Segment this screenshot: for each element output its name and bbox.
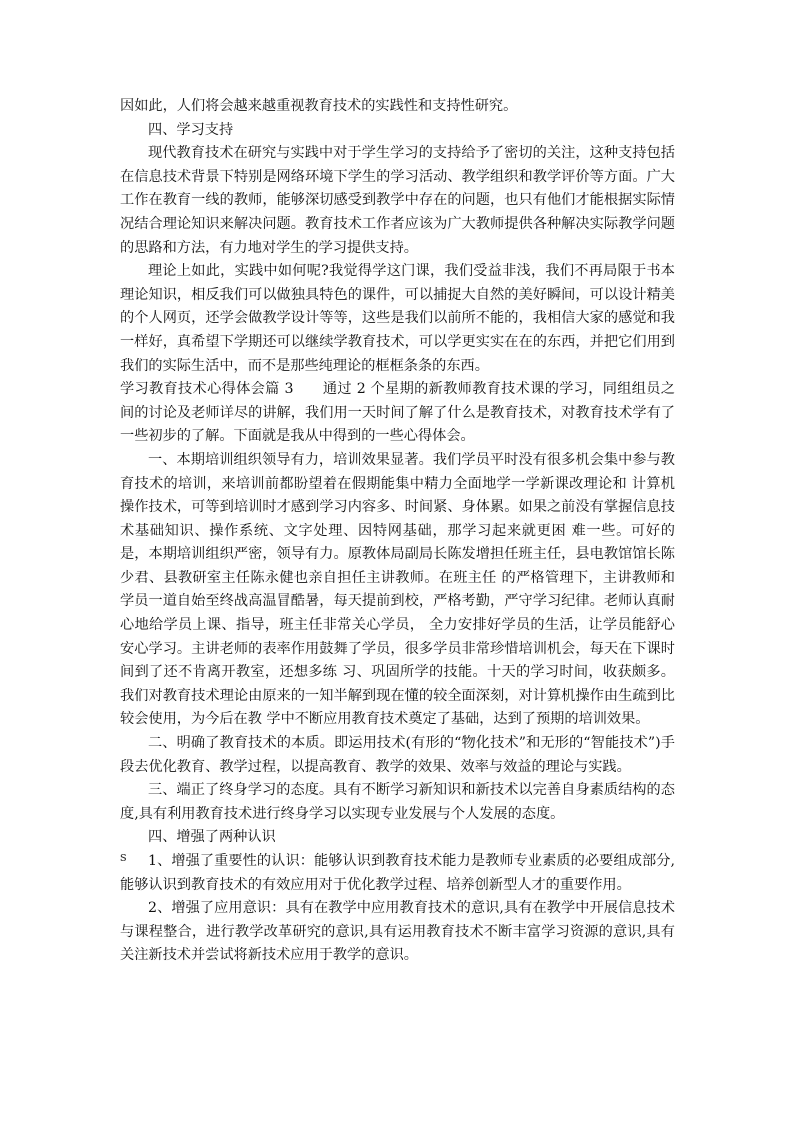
paragraph-6: 一、本期培训组织领导有力，培训效果显著。我们学员平时没有很多机会集中参与教育技术的培训，来培训前都盼望着在假期能集中精力全面地学一学新课改理论和 计算机操作技术，可等到培训时才感到学习内容多、时间紧、身体累。如果之前没有掌握信息技术基础知识、操作系统、文字处理、因特网基础，那学习起来就更困 难一些。可好的是，本期培训组织严密，领导有力。原教体局副局长陈发增担任班主任，县电教馆馆长陈少君、县教研室主任陈永健也亲自担任主讲教师。在班主任 的严格管理下，主讲教师和学员一道自始至终战高温冒酷暑，每天提前到校，严格考勤，严守学习纪律。老师认真耐心地给学员上课、指导，班主任非常关心学员， 全力安排好学员的生活，让学员能舒心安心学习。主讲老师的表率作用鼓舞了学员，很多学员非常珍惜培训机会，每天在下课时间到了还不肯离开教室，还想多练 习、巩固所学的技能。十天的学习时间，收获颇多。我们对教育技术理论由原来的一知半解到现在懂的较全面深刻，对计算机操作由生疏到比较会使用，为今后在教 学中不断应用教育技术奠定了基础，达到了预期的培训效果。 [120, 451, 675, 728]
footer-mark: s [120, 850, 127, 865]
paragraph-10: 1、增强了重要性的认识：能够认识到教育技术能力是教师专业素质的必要组成部分,能够认识到教育技术的有效应用对于优化教学过程、培养创新型人才的重要作用。 [120, 853, 675, 893]
paragraph-1: 因如此，人们将会越来越重视教育技术的实践性和支持性研究。 [120, 98, 518, 114]
paragraph-11: 2、增强了应用意识：具有在教学中应用教育技术的意识,具有在教学中开展信息技术与课程整合，进行教学改革研究的意识,具有运用教育技术不断丰富学习资源的意识,具有关注新技术并尝试将新技术应用于教学的意识。 [120, 900, 675, 964]
paragraph-4: 理论上如此，实践中如何呢?我觉得学这门课，我们受益非浅，我们不再局限于书本理论知识，相反我们可以做独具特色的课件，可以捕捉大自然的美好瞬间，可以设计精美的个人网页，还学会做教学设计等等，这些是我们以前所不能的，我相信大家的感觉和我一样好，真希望下学期还可以继续学教育技术，可以学更实实在在的东西，并把它们用到我们的实际生活中，而不是那些纯理论的框框条条的东西。 [120, 263, 675, 374]
heading-two-awareness: 四、增强了两种认识 [148, 829, 276, 846]
paragraph-8: 三、端正了终身学习的态度。具有不断学习新知识和新技术以完善自身素质结构的态度,具有利用教育技术进行终身学习以实现专业发展与个人发展的态度。 [120, 782, 675, 822]
paragraph-7: 二、明确了教育技术的本质。即运用技术(有形的“物化技术”和无形的“智能技术”)手段去优化教育、教学过程，以提高教育、教学的效果、效率与效益的理论与实践。 [120, 735, 675, 775]
document-body [120, 95, 675, 968]
paragraph-3: 现代教育技术在研究与实践中对于学生学习的支持给予了密切的关注，这种支持包括在信息技术背景下特别是网络环境下学生的学习活动、教学组织和教学评价等方面。广大工作在教育一线的教师，能够深切感受到教学中存在的问题，也只有他们才能根据实际情况结合理论知识来解决问题。教育技术工作者应该为广大教师提供各种解决实际教学问题的思路和方法，有力地对学生的学习提供支持。 [120, 145, 675, 256]
paragraph-5: 学习教育技术心得体会篇 3 通过 2 个星期的新教师教育技术课的学习，同组组员之间的讨论及老师详尽的讲解，我们用一天时间了解了什么是教育技术，对教育技术学有了一些初步的了解。下面就是我从中得到的一些心得体会。 [120, 381, 675, 445]
heading-learning-support: 四、学习支持 [148, 121, 234, 138]
